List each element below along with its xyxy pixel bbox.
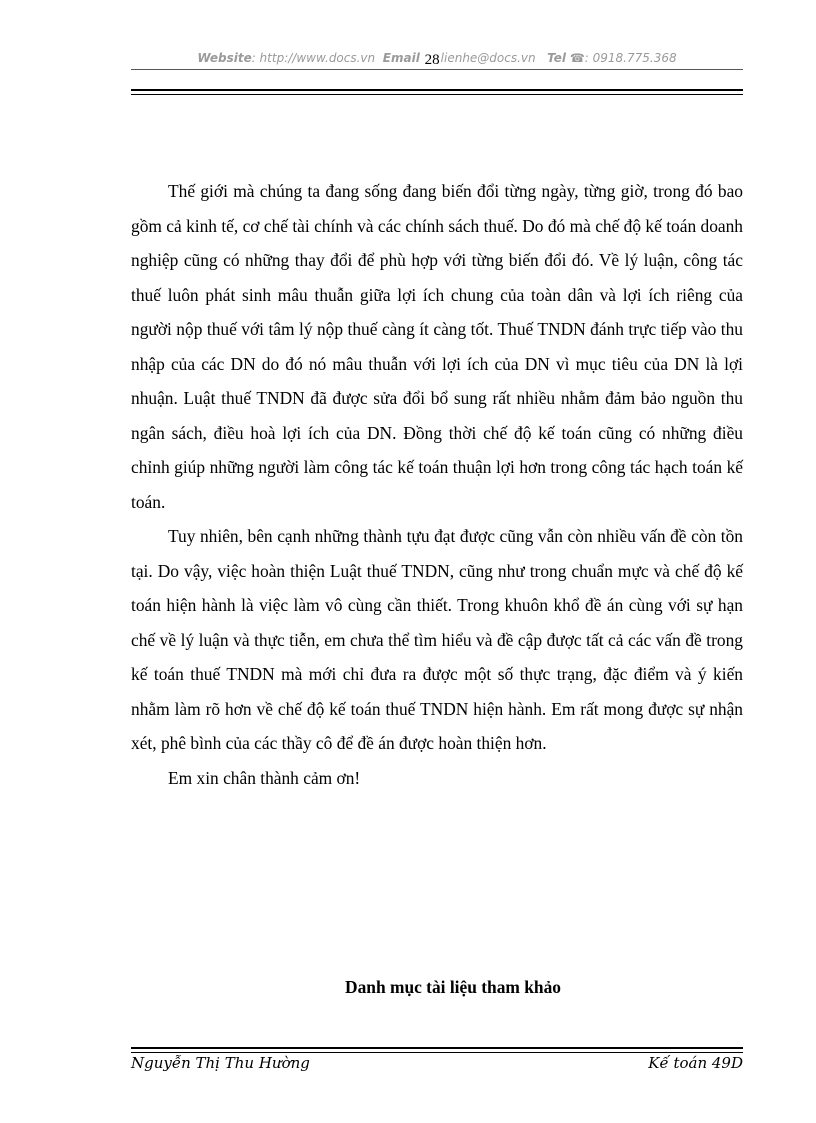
email-label: Email bbox=[382, 51, 420, 65]
page-number: 28 bbox=[424, 52, 440, 68]
tel-label: Tel bbox=[547, 51, 566, 65]
paragraph: Tuy nhiên, bên cạnh những thành tựu đạt được cũng vẫn còn nhiều vấn đề còn tồn tại. Do vậy, việc hoàn thiện Luật thuế TNDN, cũng như trong chuẩn mực và chế độ kế toán hiện hành là việc làm vô cùng cần thiết. Trong khuôn khổ đề án cùng với sự hạn chế về lý luận và thực tiễn, em chưa thể tìm hiểu và đề cập được tất cả các vấn đề trong kế toán thuế TNDN mà mới chỉ đưa ra được một số thực trạng, đặc điểm và ý kiến nhằm làm rõ hơn về chế độ kế toán thuế TNDN hiện hành. Em rất mong được sự nhận xét, phê bình của các thầy cô để đề án được hoàn thiện hơn. bbox=[131, 526, 743, 753]
tel-value: : 0918.775.368 bbox=[584, 51, 677, 65]
paragraph: Thế giới mà chúng ta đang sống đang biến đổi từng ngày, từng giờ, trong đó bao gồm cả kinh tế, cơ chế tài chính và các chính sách thuế. Do đó mà chế độ kế toán doanh nghiệp cũng có những thay đổi để phù hợp với từng biến đổi đó. Về lý luận, công tác thuế luôn phát sinh mâu thuẫn giữa lợi ích chung của toàn dân và lợi ích riêng của người nộp thuế với tâm lý nộp thuế càng ít càng tốt. Thuế TNDN đánh trực tiếp vào thu nhập của các DN do đó nó mâu thuẫn với lợi ích của DN vì mục tiêu của DN là lợi nhuận. Luật thuế TNDN đã được sửa đổi bổ sung rất nhiều nhằm đảm bảo nguồn thu ngân sách, điều hoà lợi ích của DN. Đồng thời chế độ kế toán cũng có những điều chỉnh giúp những người làm công tác kế toán thuận lợi hơn trong công tác hạch toán kế toán. bbox=[131, 181, 743, 512]
website-label: Website bbox=[197, 51, 252, 65]
paragraph: Em xin chân thành cảm ơn! bbox=[168, 767, 361, 788]
email-value[interactable]: lienhe@docs.vn bbox=[440, 51, 536, 65]
phone-icon: ☎ bbox=[569, 51, 585, 65]
footer-class: Kế toán 49D bbox=[648, 1054, 743, 1072]
page-header bbox=[131, 50, 743, 67]
website-value[interactable]: : http://www.docs.vn bbox=[251, 51, 376, 65]
footer-rule bbox=[131, 1047, 743, 1053]
header-rule-thin bbox=[131, 69, 743, 70]
references-heading: Danh mục tài liệu tham khảo bbox=[345, 977, 561, 997]
body-text bbox=[131, 174, 743, 795]
footer-author: Nguyễn Thị Thu Hường bbox=[131, 1054, 310, 1072]
header-rule-double bbox=[131, 89, 743, 95]
